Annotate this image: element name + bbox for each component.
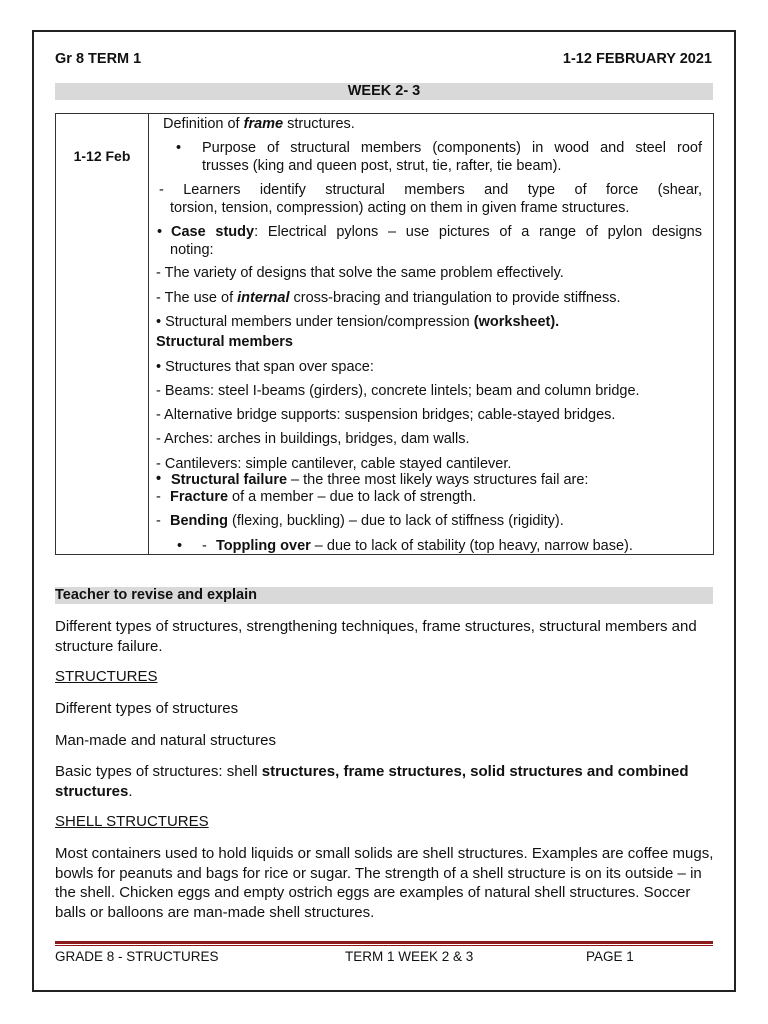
arches-line: - Arches: arches in buildings, bridges, dam walls. (156, 431, 470, 447)
structural-failure-line: Structural failure – the three most likely ways structures fail are: (171, 472, 589, 488)
case-study-line-2: noting: (170, 242, 214, 258)
learners-line-1: - Learners identify structural members and type of force (shear, (159, 182, 702, 198)
week-banner: WEEK 2- 3 (55, 83, 713, 100)
bridge-supports-line: - Alternative bridge supports: suspension bridges; cable-stayed bridges. (156, 407, 616, 423)
bullet-icon: • (157, 224, 163, 240)
variety-line: - The variety of designs that solve the same problem effectively. (156, 265, 564, 281)
shell-structures-heading: SHELL STRUCTURES (55, 813, 209, 830)
footer-rule (55, 941, 713, 944)
structural-members-heading: Structural members (156, 334, 293, 350)
bullet-icon: • (176, 140, 182, 156)
grade-term-label: Gr 8 TERM 1 (55, 51, 142, 67)
footer-page: PAGE 1 (586, 949, 634, 964)
span-line: • Structures that span over space: (156, 359, 374, 375)
bending-line: Bending (flexing, buckling) – due to lack of stiffness (rigidity). (170, 513, 564, 529)
dash-icon: - (156, 513, 161, 529)
definition-line: Definition of frame structures. (163, 116, 355, 132)
table-divider (148, 114, 149, 554)
learners-line-2: torsion, tension, compression) acting on them in given frame structures. (170, 200, 630, 216)
intro-paragraph: Different types of structures, strengthening techniques, frame structures, structural members and structure failure. (55, 618, 697, 655)
internal-line: - The use of internal cross-bracing and triangulation to provide stiffness. (156, 290, 621, 306)
types-paragraph: Different types of structures (55, 700, 239, 717)
case-study-line-1: Case study: Electrical pylons – use pictures of a range of pylon designs (171, 224, 702, 240)
lesson-table (55, 113, 714, 555)
purpose-line-2: trusses (king and queen post, strut, tie, rafter, tie beam). (202, 158, 562, 174)
fracture-line: Fracture of a member – due to lack of strength. (170, 489, 477, 505)
dash-icon: - (202, 538, 207, 554)
basic-types-paragraph: Basic types of structures: shell structures, frame structures, solid structures and combined structures. (55, 763, 689, 800)
man-made-paragraph: Man-made and natural structures (55, 732, 276, 749)
date-range-label: 1-12 FEBRUARY 2021 (562, 51, 712, 67)
teacher-heading: Teacher to revise and explain (55, 587, 713, 604)
footer-center: TERM 1 WEEK 2 & 3 (345, 949, 474, 964)
toppling-line: Toppling over – due to lack of stability (top heavy, narrow base). (216, 538, 633, 554)
purpose-line-1: Purpose of structural members (components) in wood and steel roof (202, 140, 702, 156)
dash-icon: - (156, 489, 161, 505)
structures-heading: STRUCTURES (55, 668, 158, 685)
worksheet-line: • Structural members under tension/compression (worksheet). (156, 314, 560, 330)
beams-line: - Beams: steel I-beams (girders), concrete lintels; beam and column bridge. (156, 383, 640, 399)
date-cell: 1-12 Feb (73, 148, 131, 164)
footer-left: GRADE 8 - STRUCTURES (55, 949, 219, 964)
shell-paragraph: Most containers used to hold liquids or small solids are shell structures. Examples are coffee mugs, bowls for peanuts and bags for rice or sugar. The strength of a shell structure is on its outside – in the shell. Chicken eggs and empty ostrich eggs are examples of natural shell structures. Soccer balls or balloons are man-made shell structures. (55, 845, 714, 921)
bullet-icon: • (156, 471, 162, 487)
cantilevers-line: - Cantilevers: simple cantilever, cable stayed cantilever. (156, 456, 512, 472)
bullet-icon: • (177, 538, 183, 554)
footer-rule-thin (55, 945, 713, 946)
